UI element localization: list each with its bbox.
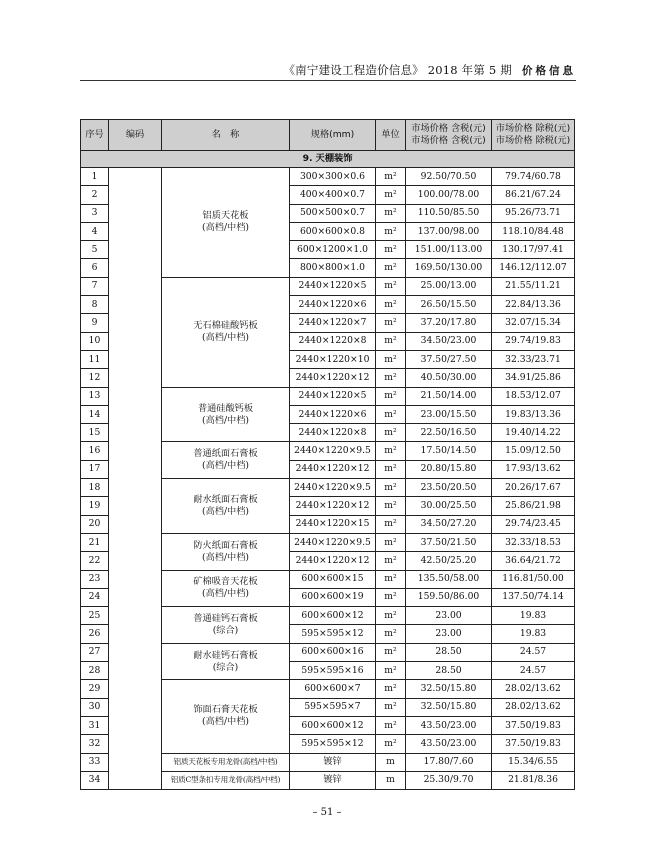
item-name (162, 771, 290, 789)
price-tax-cell: 30.00/25.50 (406, 497, 492, 515)
price-tax-cell: 159.50/86.00 (406, 588, 492, 606)
item-name-line: 无石棉硅酸钙板 (193, 320, 258, 332)
price-tax-cell: 32.50/15.80 (406, 680, 492, 698)
price-notax-cell: 28.02/13.62 (492, 680, 575, 698)
spec-cell: 800×800×1.0 (290, 259, 376, 277)
row-number: 9 (81, 314, 109, 332)
unit-cell: m² (376, 186, 406, 204)
price-notax-cell: 146.12/112.07 (492, 259, 575, 277)
item-name (162, 643, 290, 680)
table-row (81, 168, 575, 186)
price-tax-cell: 43.50/23.00 (406, 735, 492, 753)
spec-cell: 2440×1220×9.5 (290, 533, 376, 551)
unit-cell: m² (376, 515, 406, 533)
unit-cell: m² (376, 241, 406, 259)
price-tax-cell: 20.80/15.80 (406, 460, 492, 478)
col-header-line: 市场价格 除税(元) (495, 123, 571, 134)
spec-cell: 600×600×16 (290, 643, 376, 661)
price-notax-cell: 24.57 (492, 643, 575, 661)
col-header-unit (376, 120, 406, 151)
row-number: 13 (81, 387, 109, 405)
row-number: 6 (81, 259, 109, 277)
row-number: 22 (81, 552, 109, 570)
price-notax-cell: 19.40/14.22 (492, 424, 575, 442)
col-header-line: 名 称 (211, 129, 240, 140)
price-tax-cell: 37.50/21.50 (406, 533, 492, 551)
spec-cell: 2440×1220×8 (290, 332, 376, 350)
price-tax-cell: 135.50/58.00 (406, 570, 492, 588)
price-tax-cell: 22.50/16.50 (406, 424, 492, 442)
unit-cell: m² (376, 497, 406, 515)
spec-cell: 镀锌 (290, 771, 376, 789)
price-tax-cell: 137.00/98.00 (406, 222, 492, 240)
col-header-no (81, 120, 109, 151)
row-number: 10 (81, 332, 109, 350)
category-label: 9. 天棚装饰 (81, 151, 575, 168)
price-tax-cell: 110.50/85.50 (406, 204, 492, 222)
price-tax-cell: 34.50/23.00 (406, 332, 492, 350)
row-number: 17 (81, 460, 109, 478)
row-number: 30 (81, 698, 109, 716)
item-name (162, 479, 290, 534)
price-notax-cell: 21.55/11.21 (492, 277, 575, 295)
item-name-line: 饰面石膏天花板 (193, 704, 258, 716)
item-name-line: (高档/中档) (201, 222, 249, 234)
spec-cell: 镀锌 (290, 753, 376, 771)
unit-cell: m² (376, 424, 406, 442)
code-cell (109, 168, 162, 790)
price-tax-cell: 43.50/23.00 (406, 716, 492, 734)
item-name-line: 铝质天花板 (202, 210, 249, 222)
row-number: 8 (81, 296, 109, 314)
unit-cell: m² (376, 588, 406, 606)
item-name-line: 铝质天花板专用龙骨(高档/中档) (173, 757, 278, 767)
col-header-line: 市场价格 含税(元) (411, 123, 486, 134)
item-name-line: 耐水硅钙石膏板 (193, 649, 258, 661)
spec-cell: 595×595×12 (290, 625, 376, 643)
row-number: 32 (81, 735, 109, 753)
price-notax-cell: 118.10/84.48 (492, 222, 575, 240)
price-notax-cell: 22.84/13.36 (492, 296, 575, 314)
spec-cell: 2440×1220×12 (290, 460, 376, 478)
price-notax-cell: 25.86/21.98 (492, 497, 575, 515)
unit-cell: m² (376, 277, 406, 295)
item-name-line: (高档/中档) (201, 460, 249, 472)
spec-cell: 2440×1220×6 (290, 405, 376, 423)
row-number: 7 (81, 277, 109, 295)
row-number: 24 (81, 588, 109, 606)
col-header-line: 规格(mm) (310, 129, 355, 140)
price-notax-cell: 137.50/74.14 (492, 588, 575, 606)
row-number: 4 (81, 222, 109, 240)
unit-cell: m² (376, 405, 406, 423)
price-tax-cell: 25.30/9.70 (406, 771, 492, 789)
unit-cell: m (376, 771, 406, 789)
unit-cell: m² (376, 259, 406, 277)
item-name (162, 387, 290, 442)
col-header-price-tax (406, 120, 492, 151)
col-header-line: 编码 (125, 129, 145, 140)
col-header-line: 序号 (85, 129, 104, 140)
price-notax-cell: 19.83 (492, 625, 575, 643)
col-header-code (109, 120, 162, 151)
price-tax-cell: 23.00/15.50 (406, 405, 492, 423)
spec-cell: 2440×1220×9.5 (290, 442, 376, 460)
col-header-spec (290, 120, 376, 151)
item-name-line: (综合) (212, 624, 239, 636)
row-number: 2 (81, 186, 109, 204)
row-number: 1 (81, 168, 109, 186)
price-notax-cell: 20.26/17.67 (492, 479, 575, 497)
price-tax-cell: 37.20/17.80 (406, 314, 492, 332)
price-notax-cell: 86.21/67.24 (492, 186, 575, 204)
col-header-price-notax (492, 120, 575, 151)
price-notax-cell: 15.34/6.55 (492, 753, 575, 771)
price-tax-cell: 28.50 (406, 643, 492, 661)
spec-cell: 600×1200×1.0 (290, 241, 376, 259)
price-tax-cell: 32.50/15.80 (406, 698, 492, 716)
spec-cell: 2440×1220×6 (290, 296, 376, 314)
item-name-line: (综合) (212, 661, 239, 673)
spec-cell: 600×600×7 (290, 680, 376, 698)
row-number: 11 (81, 350, 109, 368)
unit-cell: m² (376, 625, 406, 643)
page-number: – 51 – (312, 807, 342, 818)
price-notax-cell: 28.02/13.62 (492, 698, 575, 716)
price-notax-cell: 19.83/13.36 (492, 405, 575, 423)
item-name-line: 矿棉吸音天花板 (193, 576, 258, 588)
spec-cell: 2440×1220×9.5 (290, 479, 376, 497)
price-tax-cell: 28.50 (406, 662, 492, 680)
price-notax-cell: 21.81/8.36 (492, 771, 575, 789)
spec-cell: 600×600×0.8 (290, 222, 376, 240)
item-name-line: 防火纸面石膏板 (193, 539, 258, 551)
page-header (80, 62, 576, 78)
item-name (162, 570, 290, 607)
price-tax-cell: 34.50/27.20 (406, 515, 492, 533)
item-name-line: (高档/中档) (201, 588, 249, 600)
price-notax-cell: 29.74/23.45 (492, 515, 575, 533)
price-tax-cell: 21.50/14.00 (406, 387, 492, 405)
price-tax-cell: 17.50/14.50 (406, 442, 492, 460)
row-number: 25 (81, 607, 109, 625)
unit-cell: m² (376, 204, 406, 222)
unit-cell: m² (376, 662, 406, 680)
row-number: 12 (81, 369, 109, 387)
spec-cell: 300×300×0.6 (290, 168, 376, 186)
spec-cell: 2440×1220×12 (290, 369, 376, 387)
item-name (162, 533, 290, 570)
unit-cell: m² (376, 735, 406, 753)
price-tax-cell: 23.50/20.50 (406, 479, 492, 497)
header-rule (80, 80, 576, 81)
unit-cell: m² (376, 442, 406, 460)
spec-cell: 600×600×19 (290, 588, 376, 606)
price-notax-cell: 15.09/12.50 (492, 442, 575, 460)
spec-cell: 2440×1220×12 (290, 497, 376, 515)
unit-cell: m² (376, 350, 406, 368)
price-tax-cell: 23.00 (406, 607, 492, 625)
row-number: 20 (81, 515, 109, 533)
spec-cell: 595×595×12 (290, 735, 376, 753)
price-tax-cell: 151.00/113.00 (406, 241, 492, 259)
item-name-line: 铝质C型条扣专用龙骨(高档/中档) (170, 775, 281, 785)
price-notax-cell: 32.07/15.34 (492, 314, 575, 332)
price-tax-cell: 100.00/78.00 (406, 186, 492, 204)
unit-cell: m² (376, 607, 406, 625)
price-notax-cell: 32.33/18.53 (492, 533, 575, 551)
spec-cell: 2440×1220×8 (290, 424, 376, 442)
item-name (162, 753, 290, 771)
spec-cell: 400×400×0.7 (290, 186, 376, 204)
publication-title: 《南宁建设工程造价信息》 2018 年第 5 期 (283, 63, 512, 77)
price-notax-cell: 32.33/23.71 (492, 350, 575, 368)
spec-cell: 600×600×12 (290, 607, 376, 625)
table-header-row (81, 120, 575, 151)
col-header-line: 市场价格 除税(元) (495, 135, 571, 146)
price-tax-cell: 26.50/15.50 (406, 296, 492, 314)
price-notax-cell: 29.74/19.83 (492, 332, 575, 350)
price-notax-cell: 116.81/50.00 (492, 570, 575, 588)
row-number: 34 (81, 771, 109, 789)
item-name-line: (高档/中档) (201, 551, 249, 563)
spec-cell: 2440×1220×15 (290, 515, 376, 533)
item-name-line: 普通纸面石膏板 (193, 448, 258, 460)
row-number: 5 (81, 241, 109, 259)
row-number: 15 (81, 424, 109, 442)
price-tax-cell: 23.00 (406, 625, 492, 643)
spec-cell: 2440×1220×10 (290, 350, 376, 368)
unit-cell: m² (376, 570, 406, 588)
col-header-name (162, 120, 290, 151)
category-row (81, 151, 575, 168)
unit-cell: m² (376, 479, 406, 497)
row-number: 16 (81, 442, 109, 460)
item-name (162, 277, 290, 387)
row-number: 3 (81, 204, 109, 222)
item-name (162, 442, 290, 479)
price-notax-cell: 17.93/13.62 (492, 460, 575, 478)
price-tax-cell: 25.00/13.00 (406, 277, 492, 295)
item-name-line: 普通硅酸钙板 (197, 402, 254, 414)
item-name-line: 耐水纸面石膏板 (193, 493, 258, 505)
unit-cell: m² (376, 168, 406, 186)
item-name-line: (高档/中档) (201, 414, 249, 426)
item-name (162, 607, 290, 644)
spec-cell: 600×600×15 (290, 570, 376, 588)
price-notax-cell: 95.26/73.71 (492, 204, 575, 222)
unit-cell: m² (376, 552, 406, 570)
price-tax-cell: 17.80/7.60 (406, 753, 492, 771)
item-name (162, 168, 290, 278)
unit-cell: m² (376, 460, 406, 478)
spec-cell: 600×600×12 (290, 716, 376, 734)
price-table (80, 119, 575, 790)
price-tax-cell: 37.50/27.50 (406, 350, 492, 368)
spec-cell: 2440×1220×12 (290, 552, 376, 570)
col-header-line: 市场价格 含税(元) (411, 135, 486, 146)
row-number: 33 (81, 753, 109, 771)
spec-cell: 500×500×0.7 (290, 204, 376, 222)
price-tax-cell: 169.50/130.00 (406, 259, 492, 277)
price-notax-cell: 34.91/25.86 (492, 369, 575, 387)
spec-cell: 595×595×7 (290, 698, 376, 716)
unit-cell: m² (376, 680, 406, 698)
row-number: 23 (81, 570, 109, 588)
item-name-line: (高档/中档) (201, 505, 249, 517)
price-notax-cell: 37.50/19.83 (492, 735, 575, 753)
unit-cell: m² (376, 314, 406, 332)
spec-cell: 2440×1220×7 (290, 314, 376, 332)
unit-cell: m² (376, 698, 406, 716)
unit-cell: m² (376, 332, 406, 350)
col-header-line: 单位 (381, 129, 400, 140)
row-number: 28 (81, 662, 109, 680)
row-number: 18 (81, 479, 109, 497)
spec-cell: 595×595×16 (290, 662, 376, 680)
row-number: 21 (81, 533, 109, 551)
unit-cell: m² (376, 369, 406, 387)
item-name-line: (高档/中档) (201, 332, 249, 344)
row-number: 26 (81, 625, 109, 643)
price-notax-cell: 79.74/60.78 (492, 168, 575, 186)
row-number: 27 (81, 643, 109, 661)
spec-cell: 2440×1220×5 (290, 387, 376, 405)
price-notax-cell: 18.53/12.07 (492, 387, 575, 405)
unit-cell: m² (376, 222, 406, 240)
unit-cell: m² (376, 716, 406, 734)
row-number: 31 (81, 716, 109, 734)
item-name-line: 普通硅钙石膏板 (193, 612, 258, 624)
item-name (162, 680, 290, 753)
price-notax-cell: 130.17/97.41 (492, 241, 575, 259)
spec-cell: 2440×1220×5 (290, 277, 376, 295)
item-name-line: (高档/中档) (201, 716, 249, 728)
row-number: 14 (81, 405, 109, 423)
price-tax-cell: 92.50/70.50 (406, 168, 492, 186)
unit-cell: m² (376, 387, 406, 405)
row-number: 29 (81, 680, 109, 698)
price-notax-cell: 24.57 (492, 662, 575, 680)
price-tax-cell: 42.50/25.20 (406, 552, 492, 570)
section-title: 价格信息 (522, 65, 576, 77)
price-notax-cell: 36.64/21.72 (492, 552, 575, 570)
price-notax-cell: 19.83 (492, 607, 575, 625)
price-tax-cell: 40.50/30.00 (406, 369, 492, 387)
unit-cell: m² (376, 643, 406, 661)
price-notax-cell: 37.50/19.83 (492, 716, 575, 734)
unit-cell: m² (376, 296, 406, 314)
unit-cell: m (376, 753, 406, 771)
row-number: 19 (81, 497, 109, 515)
unit-cell: m² (376, 533, 406, 551)
